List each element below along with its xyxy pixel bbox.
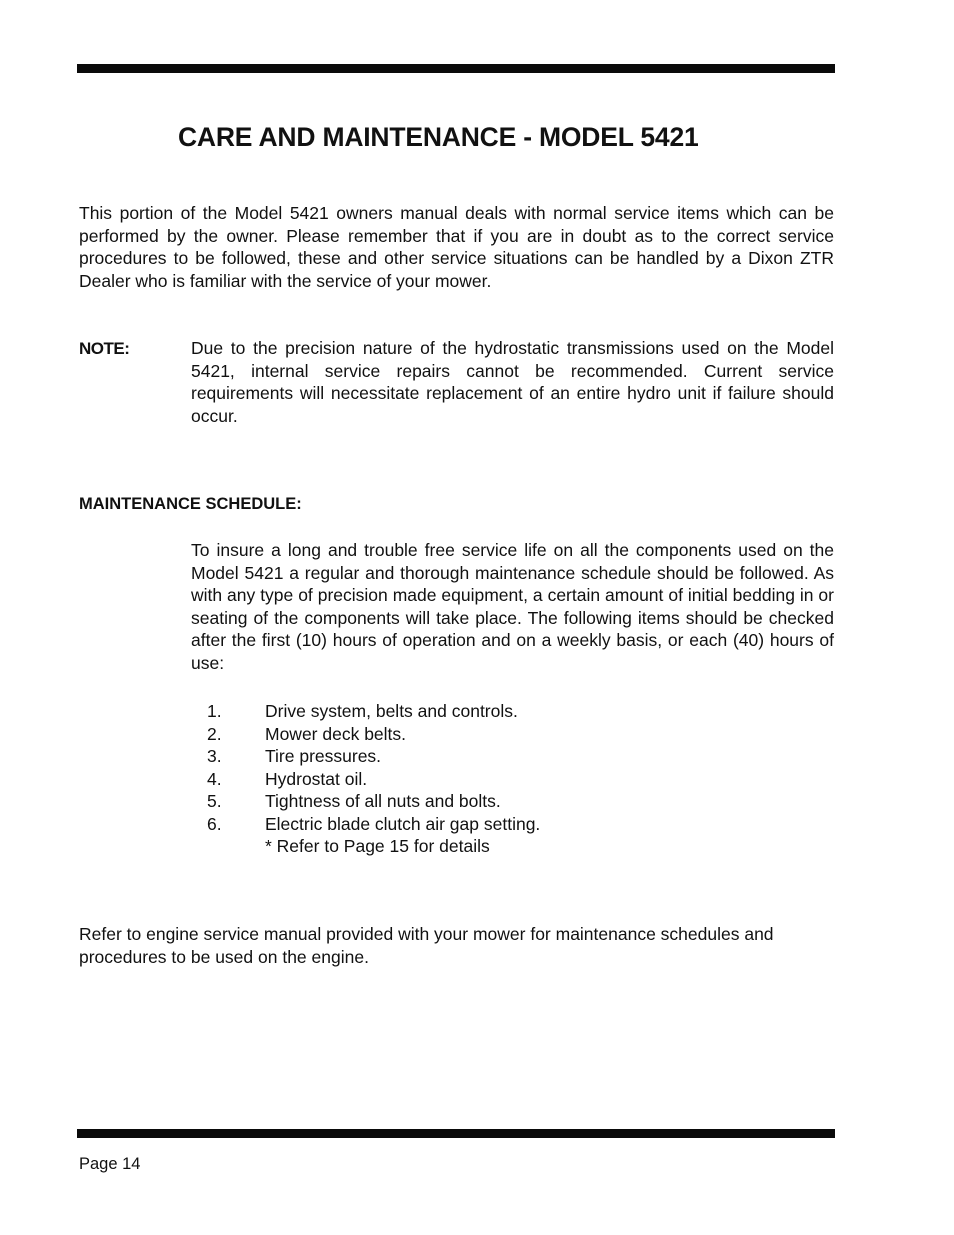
list-item (207, 768, 827, 791)
note-text: Due to the precision nature of the hydrostatic transmissions used on the Model 5421, internal service repairs cannot be recommended. Current service requirements will necessitate replacement of an entire hydro unit if failure should occur. (191, 338, 834, 426)
top-rule (77, 64, 835, 73)
list-item (207, 813, 827, 836)
footnote-text: * Refer to Page 15 for details (265, 836, 490, 856)
list-item-text: Tire pressures. (265, 746, 382, 766)
page-number: Page 14 (79, 1155, 141, 1173)
list-item-text: Mower deck belts. (265, 723, 407, 744)
list-item-text: Electric blade clutch air gap setting. (265, 813, 541, 834)
list-item (207, 745, 827, 768)
maintenance-schedule-paragraph: To insure a long and trouble free service life on all the components used on the Model 5421 a regular and thorough maintenance schedule should be followed. As with any type of precision made equipment, a certain amount of initial bedding in or seating of the components will take place. The following items should be checked after the first (10) hours of operation and on a weekly basis, or each (40) hours of use: (191, 540, 834, 673)
list-item (207, 700, 827, 723)
list-item-number: 1. (207, 701, 222, 721)
list-item-text: Drive system, belts and controls. (265, 701, 518, 721)
list-item-number: 4. (207, 768, 222, 789)
list-item-number: 6. (207, 813, 222, 834)
maintenance-schedule-heading: MAINTENANCE SCHEDULE: (79, 495, 302, 513)
note-label: NOTE: (79, 339, 130, 358)
bottom-rule (77, 1129, 835, 1138)
list-item-text: Hydrostat oil. (265, 768, 368, 789)
list-item-text: Tightness of all nuts and bolts. (265, 791, 501, 811)
list-item-number: 2. (207, 723, 222, 744)
intro-paragraph: This portion of the Model 5421 owners manual deals with normal service items which can be performed by the owner. Please remember that if you are in doubt as to the correct service procedures to be followed, these and other service situations can be handled by a Dixon ZTR Dealer who is familiar with the service of your mower. (79, 203, 834, 291)
page-title: CARE AND MAINTENANCE - MODEL 5421 (178, 122, 699, 152)
list-item-number: 5. (207, 791, 222, 811)
maintenance-checklist (207, 700, 827, 858)
list-item (207, 790, 827, 813)
list-item-number: 3. (207, 746, 222, 766)
list-footnote (207, 835, 827, 858)
closing-paragraph: Refer to engine service manual provided with your mower for maintenance schedules and procedures to be used on the engine. (79, 924, 774, 967)
list-item (207, 723, 827, 746)
